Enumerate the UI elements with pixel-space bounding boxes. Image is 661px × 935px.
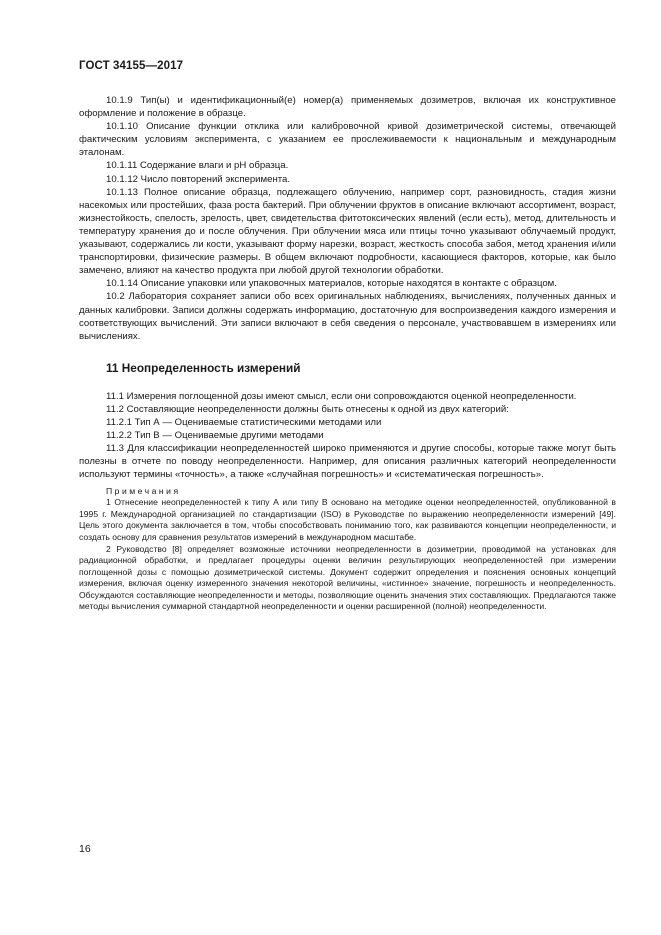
paragraph-11-3: 11.3 Для классификации неопределенностей широко применяются и другие способы, которые также могут быть полезны в отчете по поводу неопределенности. Например, для описания различных категорий неопределенности используют термины «точность», а также «случайная погрешность» и «систематическая погрешность».	[79, 443, 616, 481]
paragraph-10-1-13: 10.1.13 Полное описание образца, подлежащего облучению, например сорт, разновидность, стадия жизни насекомых или простейших, фаза роста бактерий. При облучении фруктов в описание включают ассортимент, возраст, жизнестойкость, спелость, зрелость, цвет, свидетельства фитотоксических явлений (если есть), метод, длительность и температуру хранения до и после облучения. При облучении мяса или птицы точно указывают облучаемый продукт, указывают, содержались ли кости, указывают форму нарезки, возраст, жесткость способа забоя, метод хранения и/или транспортировки, физические размеры. В общем включают подробности, касающиеся факторов, которые, как было замечено, влияют на качество продукта при любой другой технологии обработки.	[79, 186, 616, 277]
paragraph-10-1-14: 10.1.14 Описание упаковки или упаковочных материалов, которые находятся в контакте с образцом.	[106, 278, 557, 290]
paragraph-10-1-11: 10.1.11 Содержание влаги и pH образца.	[106, 160, 289, 172]
paragraph-10-1-10: 10.1.10 Описание функции отклика или калибровочной кривой дозиметрической системы, отвечающей фактическим условиям эксперимента, с указанием ее прослеживаемости к национальным и международным эталонам.	[79, 121, 616, 159]
notes-block	[79, 486, 616, 614]
paragraph-10-1-12: 10.1.12 Число повторений эксперимента.	[106, 173, 291, 185]
paragraph-11-2: 11.2 Составляющие неопределенности должны быть отнесены к одной из двух категорий:	[106, 403, 509, 415]
paragraph-11-2-2: 11.2.2 Тип В — Оцениваемые другими методами	[106, 430, 324, 442]
page-number: 16	[79, 843, 91, 855]
paragraph-11-1: 11.1 Измерения поглощенной дозы имеют смысл, если они сопровождаются оценкой неопределенности.	[106, 390, 577, 402]
notes-heading: Примечания	[106, 485, 181, 496]
note-item: 2 Руководство [8] определяет возможные источники неопределенности в дозиметрии, проводимой на установках для радиационной обработки, и предлагает процедуры оценки величин результирующих неопределенностей при измерении поглощенной дозы с помощью дозиметрической системы. Документ содержит определения и пояснения основных концепций измерения, включая оценку измеренного значения некоторой величины, «истинное» значение, погрешность и неопределенность. Обсуждаются составляющие неопределенности и методы, позволяющие оценить значения этих составляющих. Предлагаются также методы вычисления суммарной стандартной неопределенности и оценки расширенной (полной) неопределенности.	[79, 543, 616, 612]
section-title: 11 Неопределенность измерений	[106, 360, 301, 375]
document-body	[79, 94, 616, 613]
paragraph-10-2: 10.2 Лаборатория сохраняет записи обо всех оригинальных наблюдениях, вычислениях, полученных данных и данных калибровки. Записи должны содержать информацию, достаточную для воспроизведения каждого измерения и соответствующих вычислений. Эти записи включают в себя сведения о персонале, участвовавшем в измерениях или вычислениях.	[79, 291, 616, 342]
note-item: 1 Отнесение неопределенностей к типу А или типу В основано на методике оценки неопределенностей, опубликованной в 1995 г. Международной организацией по стандартизации (ISO) в Руководстве по выражению неопределенности измерений [49]. Цель этого документа заключается в том, чтобы способствовать пониманию того, как развиваются концепции неопределенности, и создать основу для сравнения результатов измерений в международном масштабе.	[79, 497, 616, 542]
standard-header: ГОСТ 34155—2017	[79, 60, 184, 72]
paragraph-10-1-9: 10.1.9 Тип(ы) и идентификационный(е) номер(а) применяемых дозиметров, включая их конструктивное оформление и положение в образце.	[79, 95, 616, 120]
paragraph-11-2-1: 11.2.1 Тип А — Оцениваемые статистическими методами или	[106, 417, 382, 429]
